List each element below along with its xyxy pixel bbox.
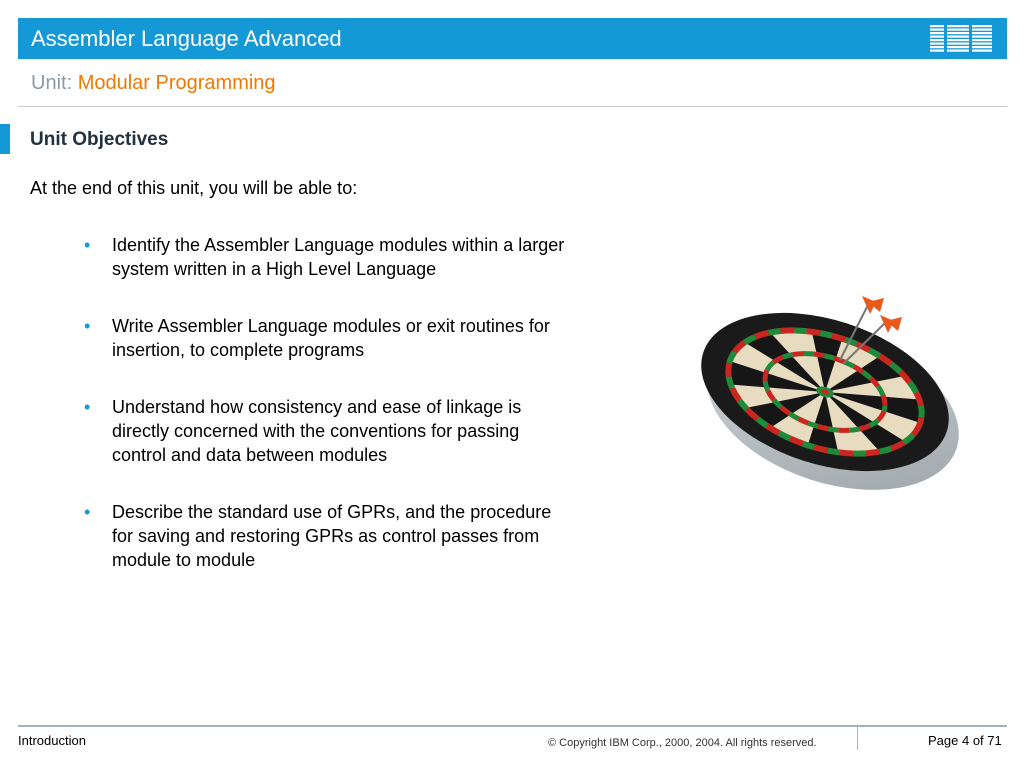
title-bar: [18, 18, 1007, 59]
bullet-icon: •: [84, 316, 91, 336]
objective-item: [84, 395, 624, 467]
footer-separator: [857, 726, 858, 750]
objective-text: directly concerned with the conventions for passing: [112, 421, 520, 441]
objective-text: Describe the standard use of GPRs, and the procedure: [112, 502, 552, 522]
objective-text: module to module: [112, 550, 256, 570]
footer-section-name: Introduction: [18, 733, 86, 748]
objective-text: control and data between modules: [112, 445, 388, 465]
section-accent-bar: [0, 124, 10, 154]
unit-label: Unit:: [31, 72, 73, 94]
objective-text: Understand how consistency and ease of linkage is: [112, 397, 522, 417]
bullet-icon: •: [84, 502, 91, 522]
unit-heading: [31, 72, 276, 95]
objective-item: [84, 314, 624, 362]
intro-text: At the end of this unit, you will be able to:: [30, 178, 358, 198]
objective-text: for saving and restoring GPRs as control passes from: [112, 526, 540, 546]
footer-copyright: © Copyright IBM Corp., 2000, 2004. All rights reserved.: [548, 737, 817, 749]
presentation-title: Assembler Language Advanced: [31, 26, 342, 51]
footer-divider: [18, 725, 1007, 727]
objective-text: insertion, to complete programs: [112, 340, 365, 360]
objectives-list: [84, 233, 624, 605]
page-number: Page 4 of 71: [928, 733, 1002, 748]
objective-text: Write Assembler Language modules or exit routines for: [112, 316, 550, 336]
objective-text: system written in a High Level Language: [112, 259, 437, 279]
bullet-icon: •: [84, 235, 91, 255]
objective-text: Identify the Assembler Language modules within a larger: [112, 235, 565, 255]
ibm-logo: [929, 25, 993, 53]
header-divider: [18, 106, 1007, 107]
objective-item: [84, 500, 624, 572]
unit-name: Modular Programming: [77, 72, 276, 94]
dartboard-with-darts-icon: [690, 280, 970, 495]
objective-item: [84, 233, 624, 281]
section-title: Unit Objectives: [30, 129, 169, 150]
bullet-icon: •: [84, 397, 91, 417]
